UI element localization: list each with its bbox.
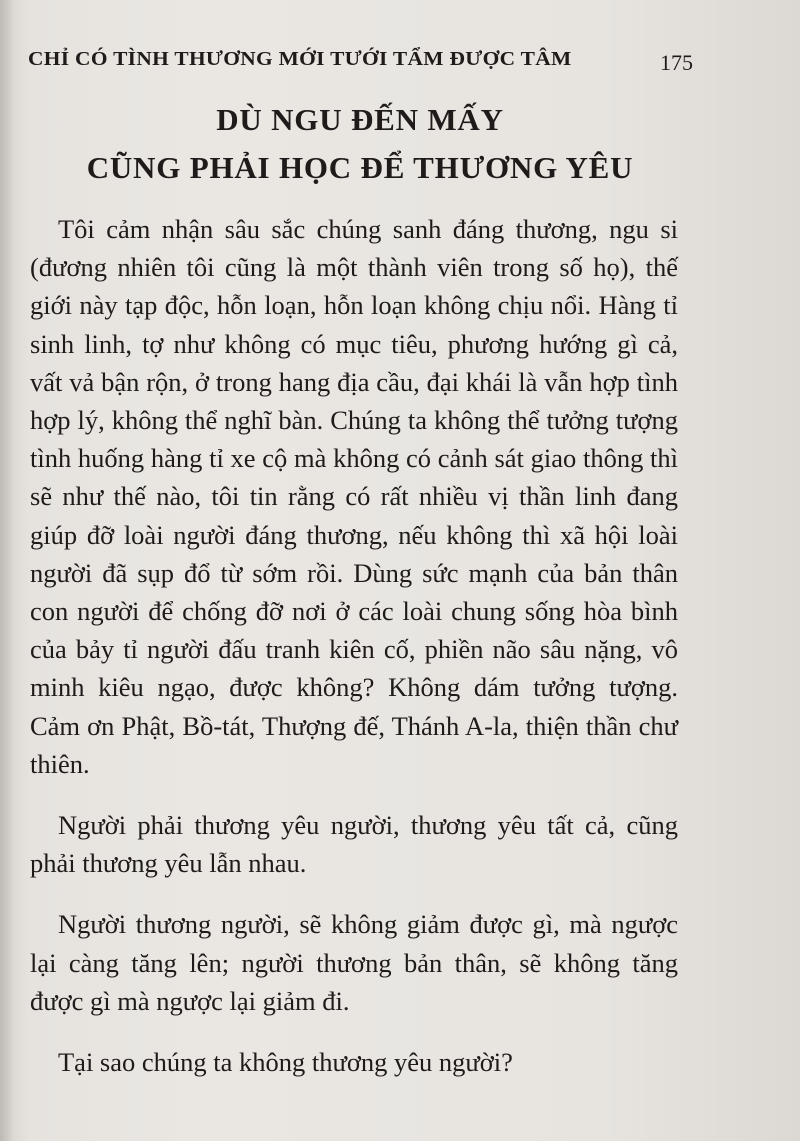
paragraph: Người phải thương yêu người, thương yêu tất cả, cũng phải thương yêu lẫn nhau. (30, 810, 678, 879)
running-header (28, 48, 693, 84)
page-gutter-shadow (0, 0, 14, 1141)
paragraph: Người thương người, sẽ không giảm được gì, mà ngược lại càng tăng lên; người thương bản thân, sẽ không tăng được gì mà ngược lại giảm đi. (30, 909, 678, 1016)
running-title: CHỈ CÓ TÌNH THƯƠNG MỚI TƯỚI TẨM ĐƯỢC TÂM (28, 48, 572, 70)
body-text (30, 210, 678, 1104)
chapter-title-line-2: CŨNG PHẢI HỌC ĐỂ THƯƠNG YÊU (86, 150, 634, 185)
paragraph: Tại sao chúng ta không thương yêu người? (58, 1047, 513, 1078)
chapter-title (40, 96, 680, 192)
paragraph: Tôi cảm nhận sâu sắc chúng sanh đáng thương, ngu si (đương nhiên tôi cũng là một thành viên trong số họ), thế giới này tạp độc, hỗn loạn, hỗn loạn không chịu nổi. Hàng tỉ sinh linh, tợ như không có mục tiêu, phương hướng gì cả, vất vả bận rộn, ở trong hang địa cầu, đại khái là vẫn hợp tình hợp lý, không thể nghĩ bàn. Chúng ta không thể tưởng tượng tình huống hàng tỉ xe cộ mà không có cảnh sát giao thông thì sẽ như thế nào, tôi tin rằng có rất nhiều vị thần linh đang giúp đỡ loài người đáng thương, nếu không thì xã hội loài người đã sụp đổ từ sớm rồi. Dùng sức mạnh của bản thân con người để chống đỡ nơi ở các loài chung sống hòa bình của bảy tỉ người đấu tranh kiên cố, phiền não sâu nặng, vô minh kiêu ngạo, được không? Không dám tưởng tượng. Cảm ơn Phật, Bồ-tát, Thượng đế, Thánh A-la, thiện thần chư thiên. (30, 214, 678, 779)
chapter-title-line-1: DÙ NGU ĐẾN MẤY (216, 102, 504, 137)
page-number: 175 (660, 50, 693, 75)
